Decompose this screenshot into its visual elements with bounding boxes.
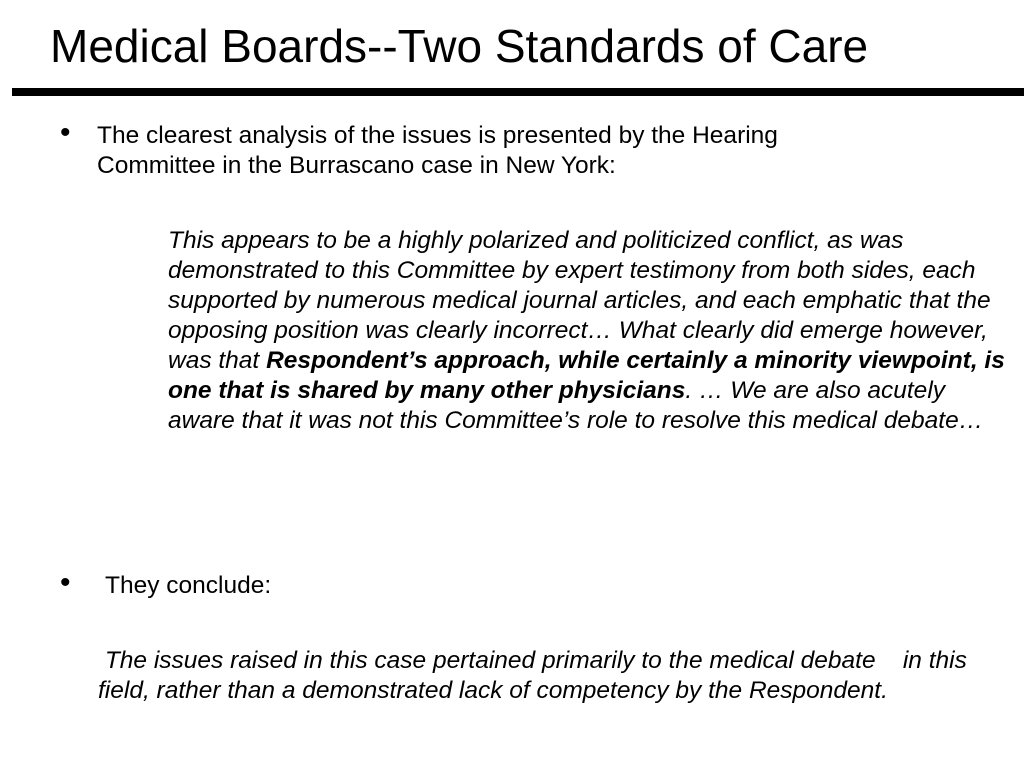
bullet-marker: • (60, 566, 71, 599)
bullet-text-line: Committee in the Burrascano case in New York: (97, 152, 616, 179)
bullet-text-conclusion: They conclude: (105, 572, 272, 599)
title-divider (12, 88, 1024, 96)
quote-tail-text: . … We are also acutely aware that it was not this Committee’s role to resolve this medical debate… (168, 377, 984, 434)
quote-lead-text: This appears to be a highly polarized and politicized conflict, as was demonstrated to this Committee by expert testimony from both sides, each supported by numerous medical journal articles, and each emphatic that the opposing position was clearly incorrect… What clearly did emerge however, was that (168, 227, 991, 374)
conclusion-quote: The issues raised in this case pertained primarily to the medical debate in this field, rather than a demonstrated lack of competency by the Respondent. (98, 647, 974, 704)
bullet-text-line: The clearest analysis of the issues is presented by the Hearing (97, 122, 778, 149)
slide-title: Medical Boards--Two Standards of Care (50, 20, 869, 72)
committee-quote (168, 226, 1008, 436)
bullet-text-analysis (97, 121, 997, 181)
bullet-marker: • (60, 116, 71, 149)
quote-emphasis-text: Respondent’s approach, while certainly a minority viewpoint, is one that is shared by many other physicians (168, 347, 1005, 404)
